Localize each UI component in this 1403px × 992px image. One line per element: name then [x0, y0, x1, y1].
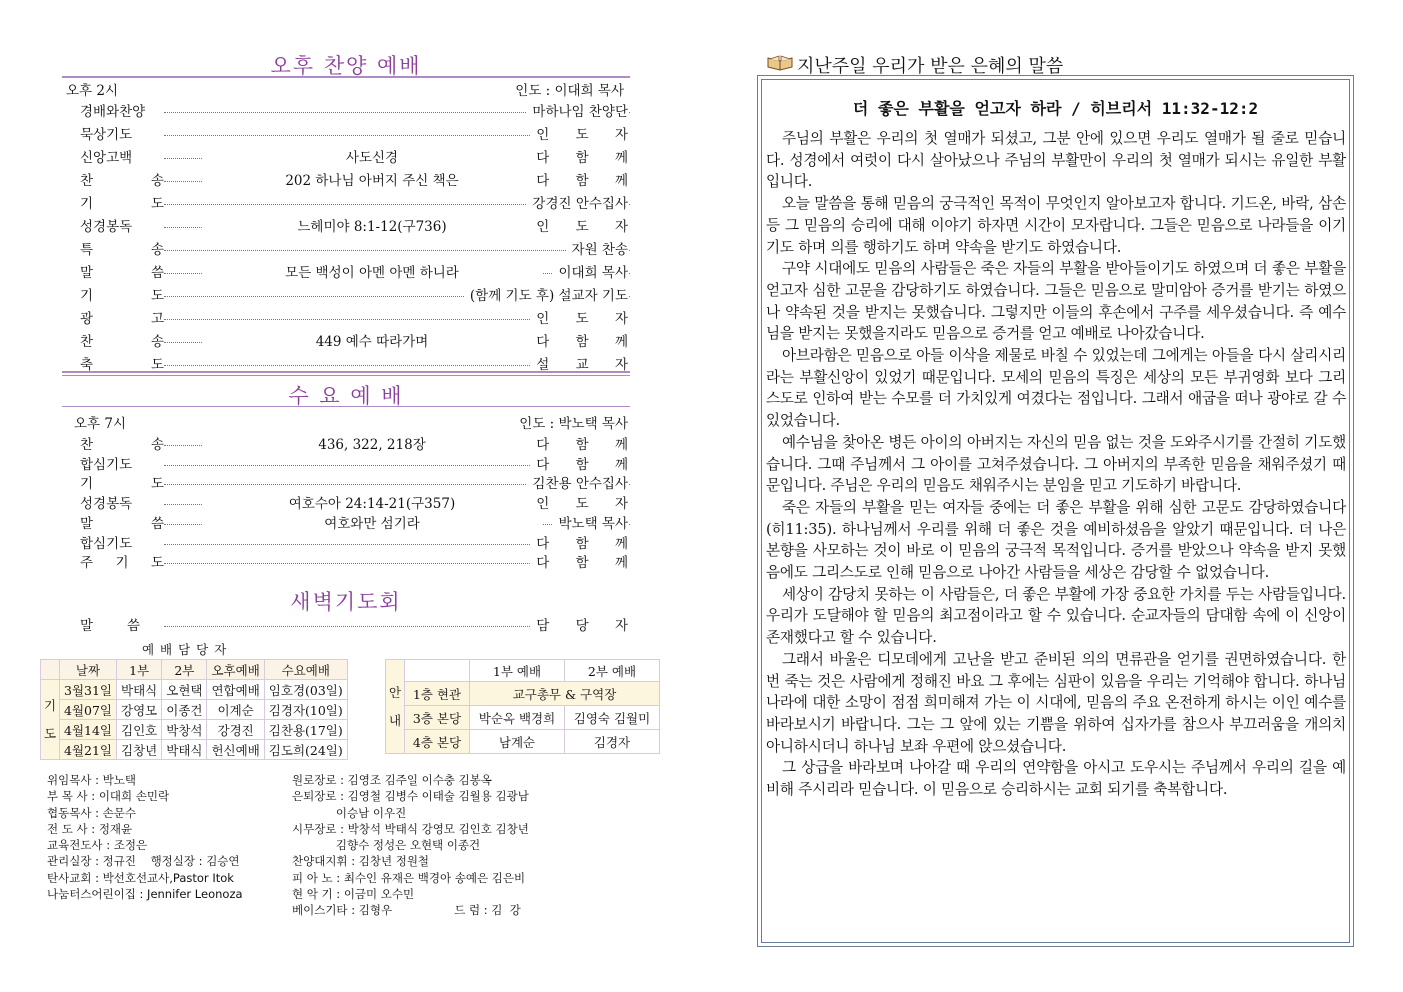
staff-line: 위임목사 : 박노택	[47, 773, 136, 787]
order-label: 찬 송	[80, 334, 164, 350]
order-person: 인 도 자	[530, 307, 639, 327]
order-item: 사도신경	[338, 150, 406, 166]
staff-line: 교육전도사 : 조정은	[47, 838, 148, 853]
duty-table	[40, 659, 348, 760]
order-label: 경배와찬양	[80, 104, 146, 120]
order-person: 김찬용 안수집사	[526, 472, 628, 492]
guide-cell: 김영숙 김월미	[565, 706, 660, 730]
order-label: 말 씀	[80, 265, 164, 281]
order-row	[62, 551, 639, 574]
guide-table	[385, 659, 660, 754]
order-row	[62, 169, 639, 192]
order-person: 강경진 안수집사	[526, 192, 628, 212]
duty-side-label: 기도	[41, 680, 60, 760]
guide-cell: 남계순	[470, 730, 565, 754]
staff-line: 탄사교회 : 박선호선교사,Pastor Itok	[47, 870, 234, 885]
duty-cell: 김경자(10일)	[264, 700, 347, 720]
sermon-paragraph: 아브라함은 믿음으로 아들 이삭을 제물로 바칠 수 있었는데 그에게는 아들을 다시 살리시리라는 부활신앙이 있었기 때문입니다. 모세의 믿음의 특징은 세상의 모든 부귀영화 보다 그리스도로 인하여 받는 수모를 더 가치있게 여겼다는 점입니다. 그래서 애굽을 떠나 광야로 갈 수 있었습니다.	[766, 347, 1346, 430]
guide-cell: 박순옥 백경희	[470, 706, 565, 730]
guide-floor: 1층 현관	[405, 682, 470, 706]
guide-header	[405, 660, 470, 682]
sermon-body	[766, 128, 1346, 801]
sermon-paragraph: 그래서 바울은 디모데에게 고난을 받고 준비된 의의 면류관을 얻기를 권면하였습니다. 한 번 죽는 것은 사람에게 정해진 바요 그 후에는 심판이 있음을 우리는 기억해야 합니다. 하나님 나라에 대한 소망이 점점 희미해져 가는 이 시대에, 믿음의 주요 온전하게 하시는 이인 예수를 바라보시기 바랍니다. 그는 그 앞에 있는 기쁨을 위하여 십자가를 참으사 부끄러움을 개의치 아니하시더니 하나님 보좌 우편에 앉으셨습니다.	[766, 650, 1346, 755]
wednesday-leader: 인도 : 박노택 목사	[519, 416, 628, 432]
wednesday-time: 오후 7시	[74, 416, 127, 432]
duty-cell: 박태식	[117, 680, 162, 700]
duty-cell: 강경진	[207, 720, 264, 740]
sermon-paragraph: 주님의 부활은 우리의 첫 열매가 되셨고, 그분 안에 있으면 우리도 열매가 될 줄로 믿습니다. 성경에서 여럿이 다시 살아났으나 주님의 부활만이 우리의 첫 열매가 되시는 유일한 부활입니다.	[766, 130, 1346, 191]
duty-cell: 김인호	[117, 720, 162, 740]
staff-line: 김향수 정성은 오현택 이종건	[292, 838, 481, 853]
staff-list-left	[47, 772, 243, 902]
order-item: 여호수아 24:14-21(구357)	[281, 496, 463, 512]
sermon-paragraph: 세상이 감당치 못하는 이 사람들은, 더 좋은 부활에 가장 중요한 가치를 두는 사람들입니다. 우리가 도달해야 할 믿음의 최고점이라고 할 수 있습니다. 순교자들의 담대함 속에 이 신앙이 존재했다고 할 수 있습니다.	[766, 585, 1346, 647]
afternoon-time: 오후 2시	[66, 83, 119, 99]
duty-header: 날짜	[60, 660, 117, 680]
order-person: 다 함 께	[530, 453, 639, 473]
order-label: 기 도	[80, 476, 164, 493]
order-person: 인 도 자	[530, 215, 639, 235]
order-item: 202 하나님 아버지 주신 책은	[277, 173, 466, 189]
order-label: 기 도	[80, 288, 164, 304]
order-row	[62, 330, 639, 353]
afternoon-title: 오후 찬양 예배	[270, 54, 422, 78]
divider	[62, 406, 630, 407]
guide-cell: 김경자	[565, 730, 660, 754]
order-label: 성경봉독	[80, 496, 133, 513]
guide-floor: 4층 본당	[405, 730, 470, 754]
duty-cell: 박태식	[162, 740, 207, 760]
order-person: 인 도 자	[530, 492, 639, 512]
sermon-paragraph: 그 상급을 바라보며 나아갈 때 우리의 연약함을 아시고 도우시는 주님께서 우리의 길을 예비해 주시리라 믿습니다. 이 믿음으로 승리하시는 교회 되기를 축복합니다.	[766, 759, 1346, 799]
order-person: 다 함 께	[530, 433, 639, 453]
order-row	[62, 146, 639, 169]
afternoon-leader: 인도 : 이대희 목사	[515, 83, 624, 99]
duty-header: 2부	[162, 660, 207, 680]
staff-line: 협동목사 : 손문수	[47, 805, 136, 820]
order-label: 합심기도	[80, 535, 133, 552]
order-label: 찬 송	[80, 173, 164, 189]
duty-cell: 김창년	[117, 740, 162, 760]
order-item: 느헤미야 8:1-12(구736)	[289, 219, 454, 235]
book-icon	[766, 53, 794, 71]
order-label: 말 씀	[80, 515, 164, 532]
duty-header: 수요예배	[264, 660, 347, 680]
order-person: 다 함 께	[530, 532, 639, 552]
order-person: 박노택 목사	[553, 512, 629, 532]
sermon-paragraph: 죽은 자들의 부활을 믿는 여자들 중에는 더 좋은 부활을 위해 심한 고문도 감당하였습니다(히11:35). 하나님께서 우리를 위해 더 좋은 것을 예비하셨음을 알았기 때문입니다. 더 나은 본향을 사모하는 것이 바로 이 믿음의 궁극적 목적입니다. 증거를 받았으나 약속을 받지 못했음에도 그리스도로 인해 믿음으로 나아간 사람들을 세상은 감당할 수 없었습니다.	[766, 498, 1346, 582]
sermon-paragraph: 구약 시대에도 믿음의 사람들은 죽은 자들의 부활을 받아들이기도 하였으며 더 좋은 부활을 얻고자 심한 고문을 감당하기도 하였습니다. 그들은 믿음으로 말미암아 증거를 받기는 하였으나 약속된 것을 받지는 못했습니다. 그렇지만 이들의 후손에서 구주를 세우셨습니다. 즉 예수님을 받지는 못했을지라도 믿음으로 증거를 얻고 예배로 나아갔습니다.	[766, 260, 1346, 343]
staff-line: 부 목 사 : 이대희 손민락	[47, 789, 170, 804]
duty-cell: 이계순	[207, 700, 264, 720]
staff-line: 관리실장 : 정규진 행정실장 : 김승연	[47, 854, 240, 869]
staff-line: 시무장로 : 박창석 박태식 강영모 김인호 김창년	[292, 821, 529, 836]
order-item: 모든 백성이 아멘 아멘 하니라	[277, 265, 467, 281]
staff-line: 나눔터스어린이집 : Jennifer Leonoza	[47, 887, 243, 902]
order-person: 자원 찬송	[566, 238, 628, 258]
order-label: 성경봉독	[80, 219, 133, 235]
duty-cell: 강영모	[117, 700, 162, 720]
staff-line: 이승남 이우진	[292, 805, 407, 820]
wednesday-title: 수 요 예 배	[288, 384, 404, 408]
order-label: 합심기도	[80, 456, 133, 473]
duty-cell: 김도희(24일)	[264, 740, 347, 760]
order-item: 449 예수 따라가며	[308, 334, 437, 350]
order-item: 436, 322, 218장	[310, 437, 434, 453]
order-person: 설 교 자	[530, 353, 639, 373]
staff-line: 베이스기타 : 김형우 드 럼 : 김 강	[292, 903, 521, 918]
order-person: 인 도 자	[530, 123, 639, 143]
guide-header: 1부 예배	[470, 660, 565, 682]
order-row	[62, 307, 639, 330]
order-row	[62, 238, 630, 261]
order-label: 찬 송	[80, 437, 164, 453]
order-person: 다 함 께	[530, 146, 639, 166]
order-row	[62, 100, 630, 123]
order-person: (함께 기도 후) 설교자 기도	[464, 284, 628, 304]
staff-line: 피 아 노 : 최수인 유재은 백경아 송예은 김은비	[292, 870, 526, 885]
order-label: 신앙고백	[80, 150, 133, 166]
order-person: 다 함 께	[530, 551, 639, 571]
order-row	[62, 261, 630, 284]
duty-cell: 4월14일	[60, 720, 117, 740]
order-row	[62, 284, 630, 307]
duty-cell: 이종건	[162, 700, 207, 720]
order-row	[62, 215, 639, 238]
duty-cell: 4월21일	[60, 740, 117, 760]
order-label: 광 고	[80, 311, 164, 327]
dawn-title: 새벽기도회	[290, 590, 402, 614]
divider	[62, 371, 630, 373]
guide-header: 2부 예배	[565, 660, 660, 682]
sermon-paragraph: 오늘 말씀을 통해 믿음의 궁극적인 목적이 무엇인지 알아보고자 합니다. 기드온, 바락, 삼손 등 그 믿음의 승리에 대해 이야기 하자면 시간이 모자랍니다. 그들은 믿음으로 나라들을 이기기도 하며 의를 행하기도 하며 약속을 받기도 하였습니다.	[766, 195, 1346, 256]
duty-cell: 김찬용(17일)	[264, 720, 347, 740]
duty-header: 1부	[117, 660, 162, 680]
order-row	[62, 192, 630, 215]
guide-floor: 3층 본당	[405, 706, 470, 730]
guide-cell: 교구총무 & 구역장	[470, 682, 660, 706]
order-person: 다 함 께	[530, 169, 639, 189]
order-label: 주 기 도	[80, 555, 164, 572]
order-label: 축 도	[80, 357, 164, 373]
staff-line: 원로장로 : 김영조 김주일 이수충 김봉옥	[292, 773, 492, 787]
staff-line: 전 도 사 : 정재윤	[47, 821, 133, 836]
order-label: 기 도	[80, 196, 164, 212]
duty-cell: 박창석	[162, 720, 207, 740]
staff-line: 현 악 기 : 이금미 오수민	[292, 887, 415, 902]
sermon-heading: 지난주일 우리가 받은 은혜의 말씀	[797, 56, 1064, 77]
guide-side-label: 안내	[386, 660, 405, 754]
order-person: 다 함 께	[530, 330, 639, 350]
duty-cell: 3월31일	[60, 680, 117, 700]
divider	[62, 76, 630, 78]
dawn-right: 담 당 자	[530, 614, 639, 634]
duty-cell: 임호경(03일)	[264, 680, 347, 700]
staff-line: 찬양대지휘 : 김창년 정원철	[292, 854, 430, 869]
duty-cell: 오현택	[162, 680, 207, 700]
staff-line: 은퇴장로 : 김영철 김병수 이태술 김월용 김광남	[292, 789, 529, 804]
duty-cell: 4월07일	[60, 700, 117, 720]
order-label: 특 송	[80, 242, 164, 258]
dawn-row	[62, 614, 639, 637]
order-row	[62, 123, 639, 146]
dawn-label: 말 씀	[80, 618, 140, 634]
sermon-title: 더 좋은 부활을 얻고자 하라 / 히브리서 11:32-12:2	[852, 99, 1259, 118]
duty-header: 오후예배	[207, 660, 264, 680]
staff-list-right	[292, 772, 529, 919]
order-person: 마하나임 찬양단	[526, 100, 628, 120]
sermon-paragraph: 예수님을 찾아온 병든 아이의 아버지는 자신의 믿음 없는 것을 도와주시기를 간절히 기도했습니다. 그때 주님께서 그 아이를 고쳐주셨습니다. 그 아버지의 부족한 믿음을 채워주셨기 때문입니다. 주님은 우리의 믿음도 채워주시는 분임을 믿고 기도하기 바랍니다.	[766, 433, 1346, 495]
duty-cell: 헌신예배	[207, 740, 264, 760]
duty-cell: 연합예배	[207, 680, 264, 700]
order-person: 이대희 목사	[553, 261, 629, 281]
divider	[62, 375, 630, 376]
order-item: 여호와만 섬기라	[316, 516, 428, 532]
duty-caption: 예 배 담 당 자	[142, 642, 228, 657]
order-label: 묵상기도	[80, 127, 133, 143]
